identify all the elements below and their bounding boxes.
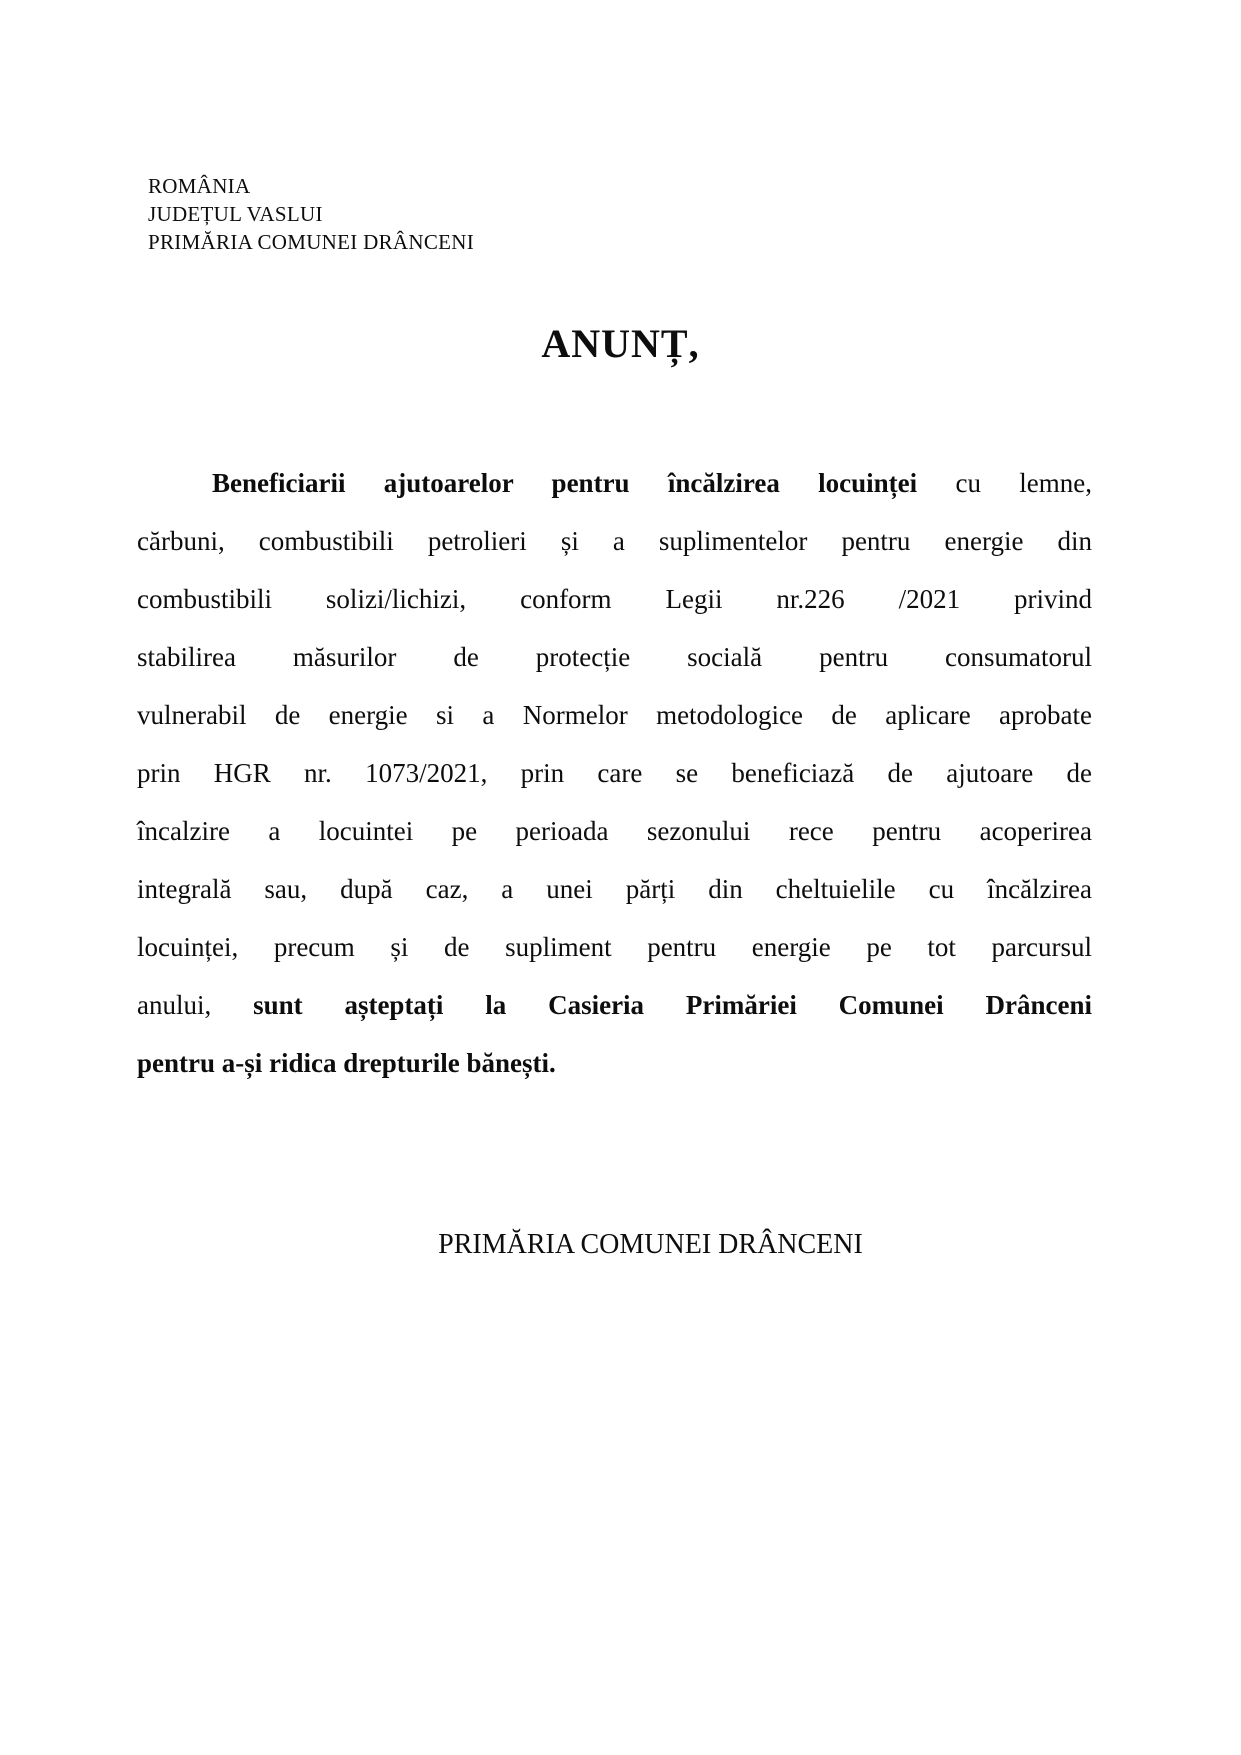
paragraph-segment: stabilirea măsurilor de protecție socială pentru consumatorul [137, 642, 1092, 672]
paragraph-segment-bold: sunt așteptați la Casieria Primăriei Comunei Drânceni [253, 990, 1092, 1020]
announcement-paragraph [137, 454, 1092, 1092]
paragraph-line [137, 860, 1092, 918]
paragraph-line [137, 570, 1092, 628]
letterhead-line-county: JUDEȚUL VASLUI [148, 202, 323, 226]
paragraph-line [137, 512, 1092, 570]
paragraph-segment: anului, [137, 990, 254, 1020]
paragraph-line [137, 802, 1092, 860]
paragraph-segment: locuinței, precum și de supliment pentru energie pe tot parcursul [137, 932, 1092, 962]
paragraph-line [137, 454, 1092, 512]
paragraph-line [137, 1034, 1092, 1092]
paragraph-segment-bold: Beneficiarii ajutoarelor pentru încălzirea locuinței [212, 468, 918, 498]
letterhead-line-country: ROMÂNIA [148, 174, 251, 198]
paragraph-segment: vulnerabil de energie si a Normelor metodologice de aplicare aprobate [137, 700, 1092, 730]
paragraph-line [137, 976, 1092, 1034]
paragraph-segment: cărbuni, combustibili petrolieri și a suplimentelor pentru energie din [137, 526, 1092, 556]
paragraph-line [137, 744, 1092, 802]
paragraph-line [137, 918, 1092, 976]
letterhead [148, 172, 474, 256]
paragraph-segment: combustibili solizi/lichizi, conform Legii nr.226 /2021 privind [137, 584, 1092, 614]
signature-institution: PRIMĂRIA COMUNEI DRÂNCENI [438, 1229, 863, 1260]
letterhead-line-commune: PRIMĂRIA COMUNEI DRÂNCENI [148, 230, 475, 254]
paragraph-segment: cu lemne, [917, 468, 1092, 498]
announcement-title: ANUNȚ, [541, 321, 700, 366]
paragraph-segment: integrală sau, după caz, a unei părți din cheltuielile cu încălzirea [137, 874, 1092, 904]
paragraph-segment: prin HGR nr. 1073/2021, prin care se beneficiază de ajutoare de [137, 758, 1092, 788]
paragraph-segment-bold: pentru a-și ridica drepturile bănești. [137, 1048, 556, 1078]
paragraph-segment: încalzire a locuintei pe perioada sezonului rece pentru acoperirea [137, 816, 1092, 846]
paragraph-line [137, 686, 1092, 744]
paragraph-line [137, 628, 1092, 686]
